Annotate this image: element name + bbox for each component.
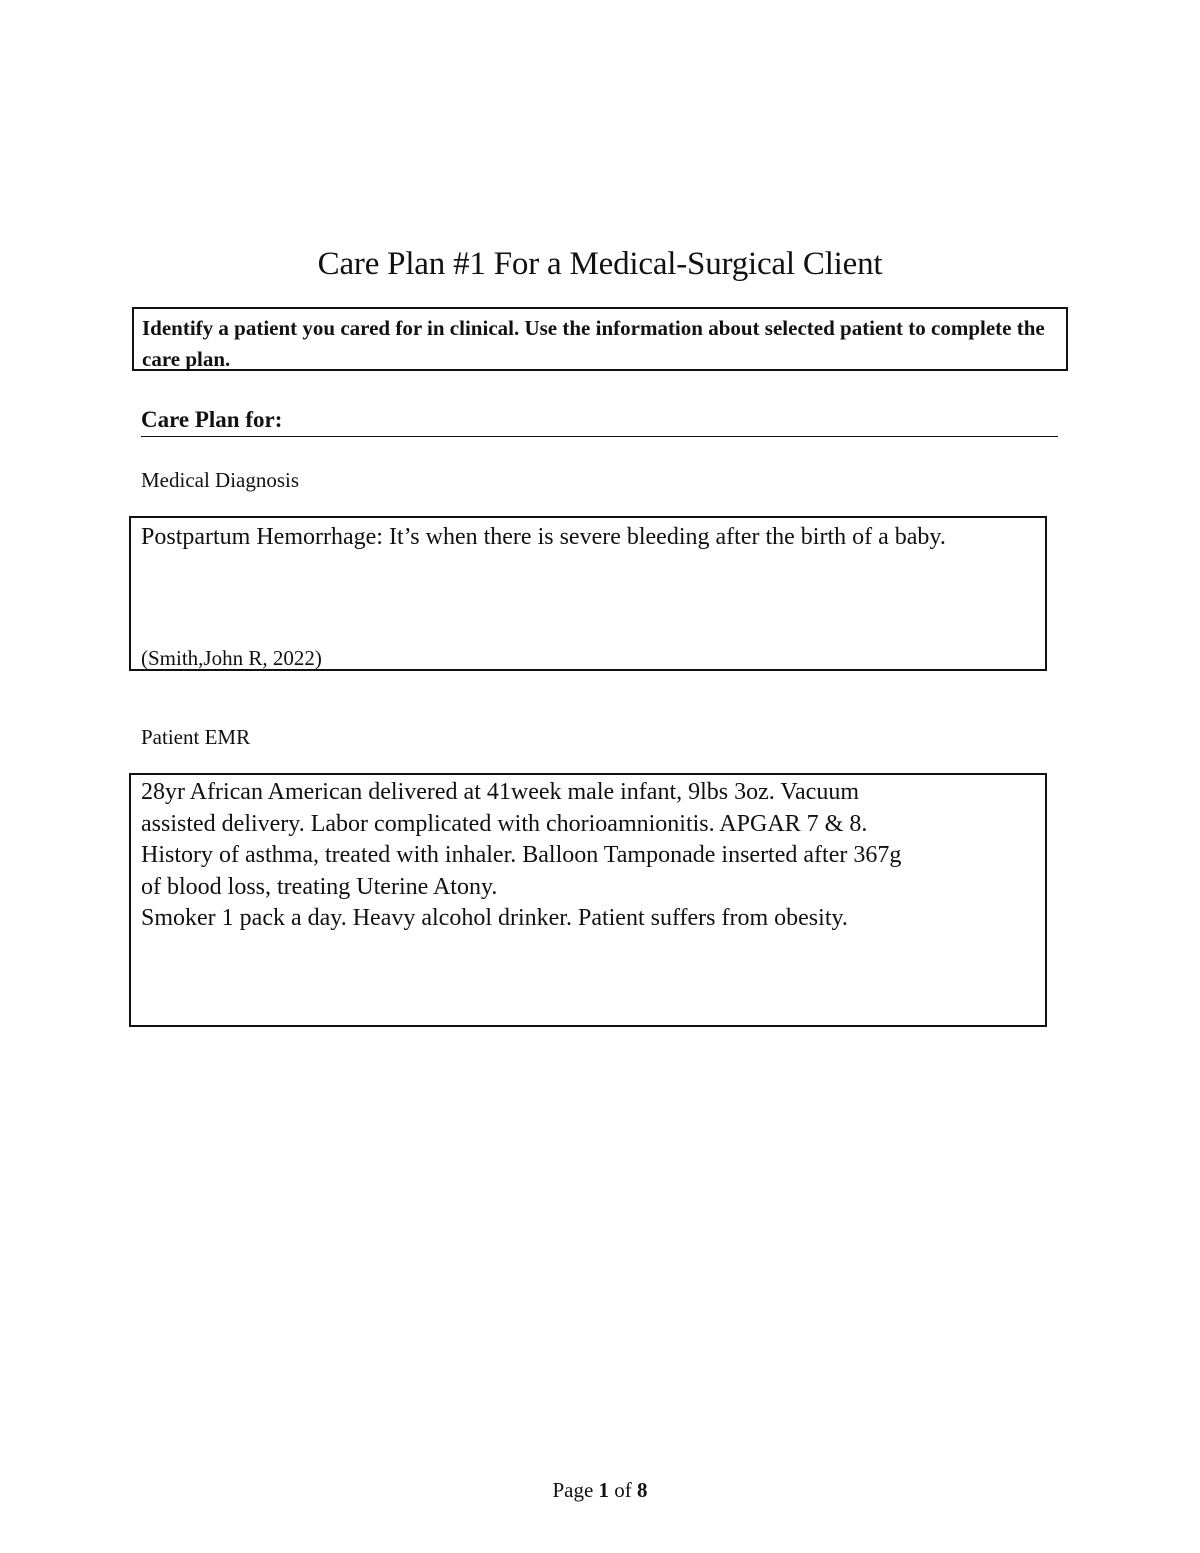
instruction-box: Identify a patient you cared for in clinical. Use the information about selected patient to complete the care plan. — [132, 307, 1068, 371]
page-word: Page — [552, 1478, 594, 1502]
current-page-number: 1 — [598, 1478, 610, 1502]
patient-emr-line: History of asthma, treated with inhaler. Balloon Tamponade inserted after 367g — [141, 842, 902, 868]
patient-emr-line: Smoker 1 pack a day. Heavy alcohol drinker. Patient suffers from obesity. — [141, 905, 848, 931]
medical-diagnosis-box — [129, 516, 1047, 671]
of-word: of — [614, 1478, 632, 1502]
page-footer — [0, 1475, 1200, 1505]
total-pages-number: 8 — [637, 1478, 648, 1502]
patient-emr-box — [129, 773, 1047, 1027]
medical-diagnosis-citation: (Smith,John R, 2022) — [141, 646, 322, 670]
medical-diagnosis-label: Medical Diagnosis — [141, 468, 300, 492]
document-title: Care Plan #1 For a Medical-Surgical Client — [317, 246, 883, 282]
patient-emr-line: of blood loss, treating Uterine Atony. — [141, 873, 498, 900]
patient-emr-line: assisted delivery. Labor complicated with chorioamnionitis. APGAR 7 & 8. — [141, 810, 868, 837]
patient-emr-label: Patient EMR — [141, 725, 251, 749]
medical-diagnosis-text: Postpartum Hemorrhage: It’s when there is severe bleeding after the birth of a baby. — [141, 524, 946, 550]
patient-emr-line: 28yr African American delivered at 41week male infant, 9lbs 3oz. Vacuum — [141, 779, 859, 805]
care-plan-for-label: Care Plan for: — [141, 404, 1058, 437]
